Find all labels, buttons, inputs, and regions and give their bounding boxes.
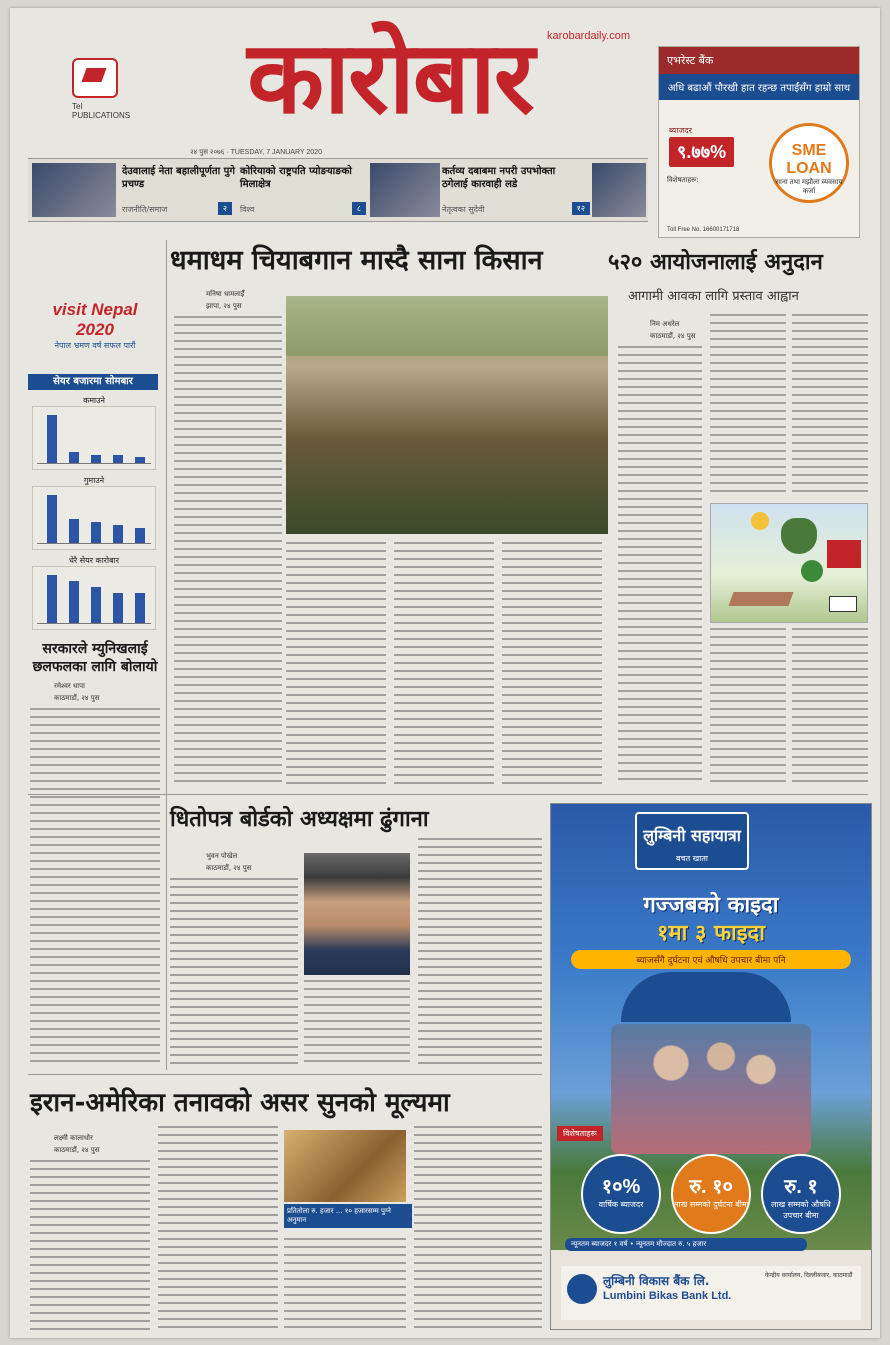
publisher-name: Tel PUBLICATIONS — [72, 102, 131, 120]
sidebar-headline: सरकारले म्युनिखलाई छलफलका लागि बोलायो — [32, 641, 158, 675]
ad-brand-name: लुम्बिनी सहायात्रा — [643, 826, 741, 845]
sme-loan-badge — [769, 123, 849, 203]
right-body-col2 — [710, 314, 786, 498]
chart-bar — [113, 455, 123, 463]
right-body-col1 — [618, 346, 702, 786]
sidebar-byline: रमेश्वर धापा — [54, 682, 85, 690]
lead-body-col1 — [174, 316, 282, 786]
teaser-title: कोरियाको राष्ट्रपति प्योङयाङको मिलाक्षेत्र — [240, 166, 352, 190]
ad-rate: ९.७७% — [669, 137, 734, 167]
tree-icon — [801, 560, 823, 582]
chart-bar — [47, 415, 57, 463]
teaser-page: १२ — [572, 202, 590, 215]
gold-photo-caption: प्रतितोला रु. हजार ... १० हजारसम्म पुग्ने अनुमान — [284, 1204, 412, 1228]
board-body-col3 — [418, 838, 542, 1068]
chart-axis — [37, 623, 151, 624]
lead-headline: धमाधम चियाबगान मास्दै साना किसान — [170, 245, 543, 276]
chart-bar — [113, 593, 123, 623]
teaser-photo — [592, 163, 646, 217]
teaser-category: नेतृत्वका सुदेवी — [442, 205, 485, 214]
dateline: २४ पुस २०७६ · TUESDAY, 7 JANUARY 2020 — [190, 149, 322, 156]
right-location: काठमाडौं, २४ पुस — [650, 332, 696, 340]
board-body-col2 — [304, 980, 410, 1068]
ad-toll-free: Toll Free No. 16600171718 — [667, 227, 740, 233]
right-body-col3 — [792, 314, 868, 498]
lumbini-bank-ad — [550, 803, 872, 1330]
tea-garden-photo — [286, 296, 608, 534]
visit-nepal-word: visit Nepal 2020 — [52, 300, 138, 339]
medical-insurance-label: लाख सम्मको औषधि उपचार बीमा — [771, 1200, 831, 1220]
accident-insurance-value: रु. १० — [689, 1176, 733, 1198]
medical-insurance-value: रु. १ — [784, 1176, 818, 1198]
sme-loan-sub: साना तथा मझौला व्यवसाय कर्जा — [775, 179, 843, 195]
visit-year: 2020 — [76, 320, 114, 339]
board-chairman-photo — [304, 853, 410, 975]
lead-body-col3 — [394, 542, 494, 788]
section-divider — [28, 794, 868, 795]
right-headline: ५२० आयोजनालाई अनुदान — [608, 250, 823, 275]
column-divider — [166, 240, 167, 1070]
teaser-category: राजनीति/समाज — [122, 205, 168, 214]
masthead-title: कारोबार — [247, 19, 533, 136]
infrastructure-infographic — [710, 503, 868, 623]
lead-location: झापा, २४ पुस — [206, 302, 242, 310]
publisher-logo-icon — [72, 58, 118, 98]
umbrella-icon — [621, 972, 791, 1022]
chart-bar — [47, 495, 57, 543]
board-headline: धितोपत्र बोर्डको अध्यक्षमा ढुंगाना — [170, 807, 429, 832]
losers-chart — [32, 476, 156, 550]
ad-slogan — [581, 892, 841, 948]
gold-jewelry-photo — [284, 1130, 406, 1202]
ad-insurance-band: ब्याजसँगै दुर्घटना एवं औषधि उपचार बीमा पनि — [571, 950, 851, 969]
ad-slogan-line1: गज्जबको काइदा — [643, 893, 779, 918]
bank-name-np: लुम्बिनी विकास बैंक लि. — [603, 1274, 710, 1288]
visit-nepal-logo — [40, 260, 150, 360]
right-byline: निम अधरेल — [650, 320, 680, 328]
right-subheadline: आगामी आवका लागि प्रस्ताव आह्वान — [628, 289, 799, 304]
ad-features-tag: विशेषताहरू — [557, 1126, 603, 1141]
road-icon — [728, 592, 793, 606]
iran-body-col4 — [414, 1126, 542, 1330]
iran-headline: इरान-अमेरिका तनावको असर सुनको मूल्यमा — [30, 1088, 450, 1118]
chart-bar — [69, 519, 79, 543]
chart-bar — [69, 452, 79, 463]
visit-nepal-tag: नेपाल भ्रमण वर्ष सफल पारौं — [54, 341, 136, 350]
interest-rate-label: वार्षिक ब्याजदर — [598, 1200, 644, 1209]
chart-axis — [37, 463, 151, 464]
iran-body-col1 — [30, 1160, 150, 1330]
ad-rate-label: ब्याजदर — [669, 126, 692, 135]
lead-body-col4 — [502, 542, 602, 788]
teaser-photo — [370, 163, 440, 217]
ad-terms-strip: न्यूनतम ब्याजदर १ वर्ष • न्यूनतम मौज्दात रु. ५ हजार — [565, 1238, 807, 1251]
teaser-page: ८ — [352, 202, 366, 215]
sun-icon — [751, 512, 769, 530]
everest-bank-ad — [658, 46, 860, 238]
chart-bar — [113, 525, 123, 543]
teaser-title: देउवालाई नेता बहालीपूर्णता पुगे प्रचण्ड — [122, 166, 235, 190]
ad-slogan-line2: १मा ३ फाइदा — [657, 921, 765, 946]
board-body-col1 — [170, 878, 298, 1068]
right-body-col4 — [710, 628, 786, 786]
lead-body-col2 — [286, 542, 386, 788]
chart-bar — [91, 522, 101, 543]
teaser-photo — [32, 163, 116, 217]
chart-bar — [47, 575, 57, 623]
sidebar-body — [30, 708, 160, 1068]
bank-address: केन्द्रीय कार्यालय, दिल्लीबजार, काठमाडौं — [765, 1272, 853, 1279]
chart-bar — [69, 581, 79, 623]
board-location: काठमाडौं, २४ पुस — [206, 864, 252, 872]
lead-byline: मनिषा धामलाईँ — [206, 290, 245, 298]
iran-body-col2 — [158, 1126, 278, 1330]
teaser-item[interactable] — [240, 163, 440, 217]
ad-brand-box — [635, 812, 749, 870]
medical-insurance-circle — [761, 1154, 841, 1234]
right-body-col5 — [792, 628, 868, 786]
turnover-chart-title: धेरै सेयर कारोबार — [68, 556, 120, 565]
share-market-title: सेयर बजारमा सोमबार — [28, 374, 158, 390]
ad-tagline: अधि बढाऔं पौरखी हात रहन्छ तपाईंसँग हाम्रो साथ — [659, 74, 859, 100]
bank-footer — [561, 1266, 861, 1320]
teaser-category: विश्व — [240, 205, 255, 214]
sme-loan-title: SME LOAN — [786, 142, 832, 177]
losers-chart-title: गुमाउने — [83, 476, 105, 485]
house-icon — [827, 540, 861, 568]
ad-features: विशेषताहरू: — [667, 176, 699, 184]
turnover-chart — [32, 556, 156, 630]
chart-bar — [135, 528, 145, 543]
bank-name-en: Lumbini Bikas Bank Ltd. — [603, 1290, 732, 1302]
chart-bar — [135, 457, 145, 463]
section-divider — [28, 1074, 542, 1075]
accident-insurance-label: लाख सम्मको दुर्घटना बीमा — [673, 1200, 749, 1209]
iran-body-col3 — [284, 1238, 406, 1330]
publisher-logo — [72, 58, 132, 118]
teaser-page: २ — [218, 202, 232, 215]
newspaper-page — [10, 8, 880, 1338]
chart-bar — [91, 455, 101, 463]
interest-rate-circle — [581, 1154, 661, 1234]
sidebar-location: काठमाडौं, २४ पुस — [54, 694, 100, 702]
teaser-strip — [28, 158, 648, 222]
bank-logo-icon — [567, 1274, 597, 1304]
interest-rate-value: १०% — [601, 1176, 641, 1198]
chart-bar — [91, 587, 101, 623]
iran-byline: लक्ष्मी कालाधोर — [54, 1134, 93, 1142]
family-photo — [611, 1024, 811, 1154]
cow-icon — [829, 596, 857, 612]
chart-axis — [37, 543, 151, 544]
accident-insurance-circle — [671, 1154, 751, 1234]
board-byline: भुवन पोखेल — [206, 852, 238, 860]
iran-location: काठमाडौं, २४ पुस — [54, 1146, 100, 1154]
ad-bank-name: एभरेस्ट बैंक — [659, 47, 859, 74]
ad-brand-sub: बचत खाता — [676, 854, 708, 863]
gainers-chart-title: कमाउने — [83, 396, 105, 405]
teaser-item[interactable] — [442, 163, 646, 217]
site-url: karobardaily.com — [547, 30, 630, 42]
money-bag-icon — [781, 518, 817, 554]
teaser-item[interactable] — [32, 163, 235, 217]
teaser-title: कर्तव्य दबाबमा नपरी उपभोक्ता ठगेलाई कारवाही लडे — [442, 166, 556, 190]
chart-bar — [135, 593, 145, 623]
gainers-chart — [32, 396, 156, 470]
